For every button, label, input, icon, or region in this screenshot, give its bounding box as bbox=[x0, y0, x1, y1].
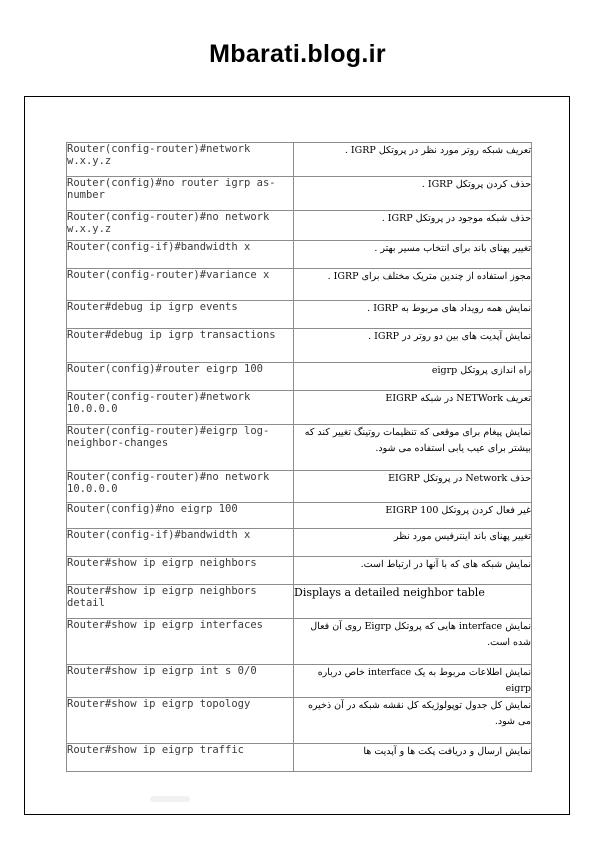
table-row bbox=[67, 619, 532, 665]
description-cell: حذف کردن پروتکل IGRP . bbox=[294, 177, 532, 211]
table-row bbox=[67, 503, 532, 529]
description-cell: نمایش پیغام برای موقعی که تنظیمات روتینگ تغییر کند که بیشتر برای عیب یابی استفاده می شود. bbox=[294, 425, 532, 471]
table-row bbox=[67, 744, 532, 772]
description-cell: راه اندازی پروتکل eigrp bbox=[294, 363, 532, 391]
description-cell: نمایش آپدیت های بین دو روتر در IGRP . bbox=[294, 329, 532, 363]
command-cell: Router#show ip eigrp interfaces bbox=[67, 619, 294, 665]
description-cell: حذف Network در پروتکل EIGRP bbox=[294, 471, 532, 503]
command-cell: Router#show ip eigrp traffic bbox=[67, 744, 294, 772]
command-cell: Router(config-router)#no network w.x.y.z bbox=[67, 211, 294, 241]
table-row bbox=[67, 269, 532, 301]
description-cell: تعریف شبکه روتر مورد نظر در پروتکل IGRP . bbox=[294, 143, 532, 177]
table-row bbox=[67, 143, 532, 177]
command-cell: Router(config)#no router igrp as-number bbox=[67, 177, 294, 211]
description-cell: غیر فعال کردن پروتکل EIGRP 100 bbox=[294, 503, 532, 529]
table-row bbox=[67, 557, 532, 585]
description-cell: نمایش همه رویداد های مربوط به IGRP . bbox=[294, 301, 532, 329]
command-cell: Router(config)#router eigrp 100 bbox=[67, 363, 294, 391]
table-row bbox=[67, 241, 532, 269]
table-row bbox=[67, 301, 532, 329]
description-cell: تغییر پهنای باند اینترفیس مورد نظر bbox=[294, 529, 532, 557]
command-cell: Router(config-if)#bandwidth x bbox=[67, 529, 294, 557]
command-cell: Router#debug ip igrp events bbox=[67, 301, 294, 329]
command-table bbox=[66, 142, 532, 772]
table-row bbox=[67, 211, 532, 241]
description-cell: تغییر پهنای باند برای انتخاب مسیر بهتر . bbox=[294, 241, 532, 269]
table-row bbox=[67, 585, 532, 619]
command-cell: Router#show ip eigrp int s 0/0 bbox=[67, 665, 294, 698]
command-cell: Router(config-router)#eigrp log-neighbor-changes bbox=[67, 425, 294, 471]
command-cell: Router(config-router)#network 10.0.0.0 bbox=[67, 391, 294, 425]
description-cell: Displays a detailed neighbor table bbox=[294, 585, 532, 619]
command-cell: Router#show ip eigrp neighbors bbox=[67, 557, 294, 585]
table-row bbox=[67, 529, 532, 557]
description-cell: تعریف NETWork در شبکه EIGRP bbox=[294, 391, 532, 425]
command-cell: Router#show ip eigrp neighbors detail bbox=[67, 585, 294, 619]
description-cell: نمایش ارسال و دریافت پکت ها و آپدیت ها bbox=[294, 744, 532, 772]
table-row bbox=[67, 363, 532, 391]
command-cell: Router(config-router)#variance x bbox=[67, 269, 294, 301]
description-cell: نمایش اطلاعات مربوط به یک interface خاص درباره eigrp bbox=[294, 665, 532, 698]
command-table-body bbox=[67, 143, 532, 772]
command-cell: Router(config-if)#bandwidth x bbox=[67, 241, 294, 269]
description-cell: نمایش interface هایی که پروتکل Eigrp روی آن فعال شده است. bbox=[294, 619, 532, 665]
table-row bbox=[67, 391, 532, 425]
command-cell: Router#show ip eigrp topology bbox=[67, 698, 294, 744]
command-cell: Router(config-router)#no network 10.0.0.0 bbox=[67, 471, 294, 503]
table-row bbox=[67, 471, 532, 503]
site-title: Mbarati.blog.ir bbox=[209, 40, 386, 68]
command-cell: Router#debug ip igrp transactions bbox=[67, 329, 294, 363]
description-cell: نمایش کل جدول توپولوژیکه کل نقشه شبکه در آن ذخیره می شود. bbox=[294, 698, 532, 744]
command-cell: Router(config-router)#network w.x.y.z bbox=[67, 143, 294, 177]
table-row bbox=[67, 329, 532, 363]
command-cell: Router(config)#no eigrp 100 bbox=[67, 503, 294, 529]
table-row bbox=[67, 177, 532, 211]
table-row bbox=[67, 425, 532, 471]
table-row bbox=[67, 698, 532, 744]
description-cell: نمایش شبکه های که با آنها در ارتباط است. bbox=[294, 557, 532, 585]
scan-smudge bbox=[150, 796, 190, 802]
description-cell: حذف شبکه موجود در پروتکل IGRP . bbox=[294, 211, 532, 241]
table-row bbox=[67, 665, 532, 698]
description-cell: مجوز استفاده از چندین متریک مختلف برای IGRP . bbox=[294, 269, 532, 301]
